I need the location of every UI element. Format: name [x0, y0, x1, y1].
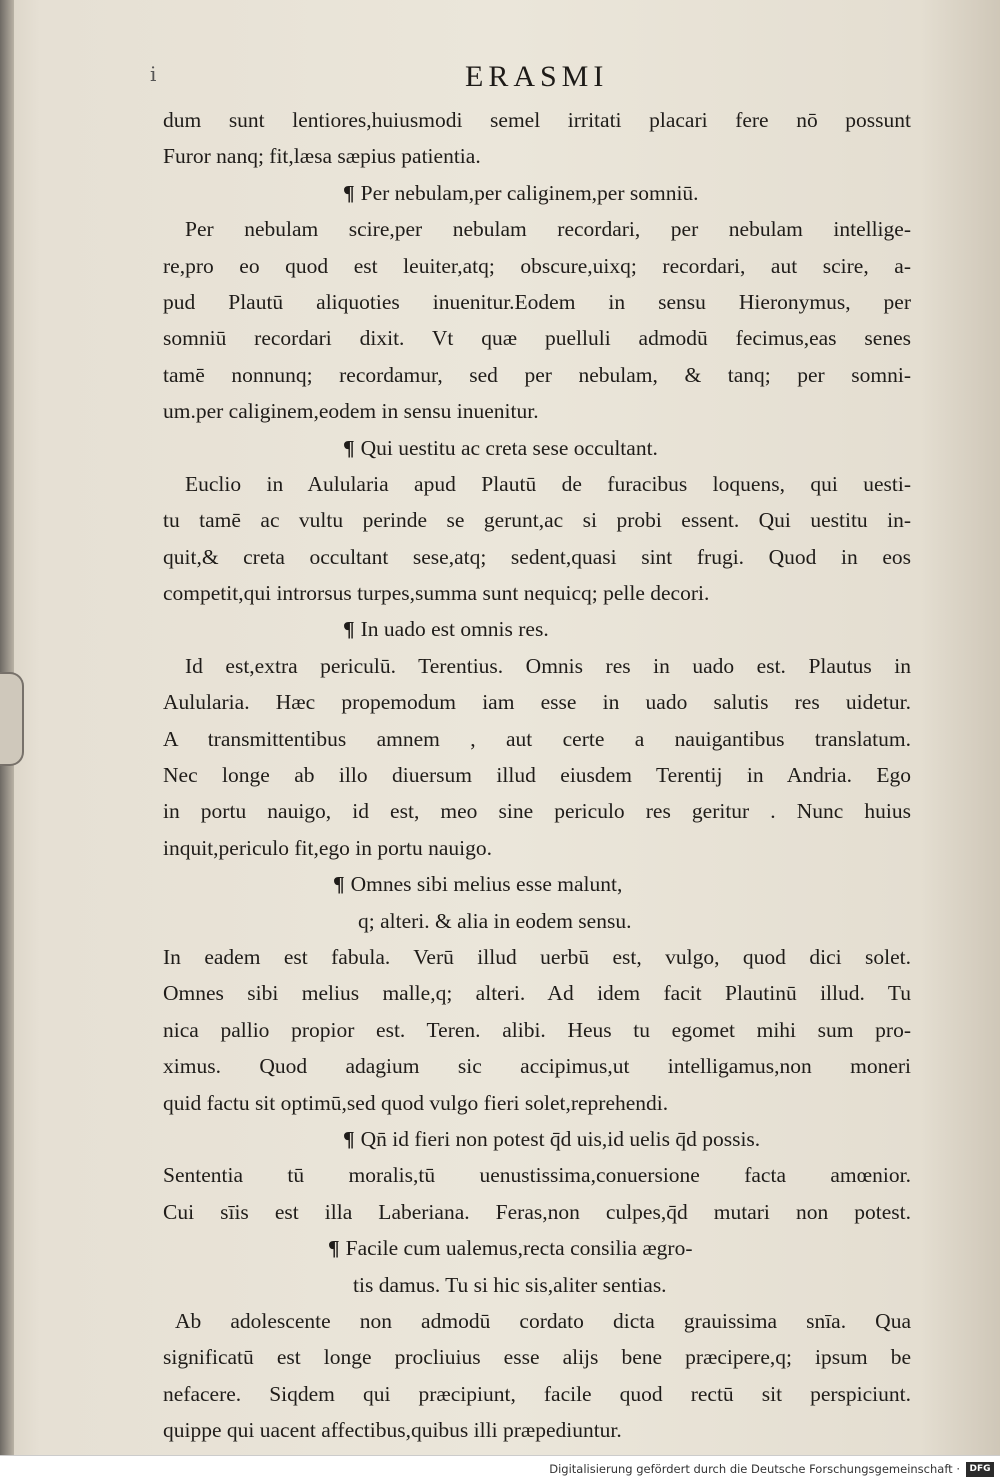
- text-line: [163, 939, 911, 975]
- line-text: q; alteri. & alia in eodem sensu.: [358, 908, 632, 933]
- line-text: Per nebulam,per caliginem,per somniū.: [360, 180, 699, 205]
- text-line: [163, 1194, 911, 1230]
- text-line: [163, 757, 911, 793]
- line-text: tamē nonnunq; recordamur, sed per nebulam, & tanq; per somni-: [163, 362, 911, 387]
- digitization-footer: [0, 1455, 1000, 1484]
- text-line: [163, 393, 911, 429]
- line-text: tu tamē ac vultu perinde se gerunt,ac si probi essent. Qui uestitu in-: [163, 508, 911, 533]
- line-text: significatū est longe procliuius esse alijs bene præcipere,q; ipsum be: [163, 1345, 911, 1370]
- line-text: somniū recordari dixit. Vt quæ puelluli admodū fecimus,eas senes: [163, 326, 911, 351]
- pilcrow-icon: ¶: [328, 1236, 340, 1261]
- text-line: [163, 1339, 911, 1375]
- line-text: Euclio in Aulularia apud Plautū de furacibus loquens, qui uesti-: [185, 471, 911, 496]
- line-text: Qn̄ id fieri non potest q̄d uis,id uelis q̄d possis.: [360, 1126, 761, 1151]
- adage-heading-line: [163, 611, 911, 647]
- line-text: nefacere. Siqdem qui præcipiunt, facile quod rectū sit perspiciunt.: [163, 1381, 911, 1406]
- text-line: [163, 211, 911, 247]
- text-line: [163, 102, 911, 138]
- line-text: quid factu sit optimū,sed quod vulgo fieri solet,reprehendi.: [163, 1090, 669, 1115]
- line-text: pud Plautū aliquoties inuenitur.Eodem in sensu Hieronymus, per: [163, 289, 911, 314]
- text-line: [163, 138, 911, 174]
- line-text: In uado est omnis res.: [360, 617, 549, 642]
- line-text: inquit,periculo fit,ego in portu nauigo.: [163, 835, 493, 860]
- text-line: [163, 1157, 911, 1193]
- text-line: [163, 1303, 911, 1339]
- line-text: Nec longe ab illo diuersum illud eiusdem Terentij in Andria. Ego: [163, 763, 911, 788]
- text-line: [163, 466, 911, 502]
- line-text: quippe qui uacent affectibus,quibus illi præpediuntur.: [163, 1418, 622, 1443]
- line-text: dum sunt lentiores,huiusmodi semel irritati placari fere nō possunt: [163, 108, 911, 132]
- funding-credit: Digitalisierung gefördert durch die Deutsche Forschungsgemeinschaft ·: [549, 1462, 960, 1476]
- text-line: [163, 539, 911, 575]
- running-title: ERASMI: [465, 60, 609, 93]
- text-line: [163, 320, 911, 356]
- line-text: ximus. Quod adagium sic accipimus,ut intelligamus,non moneri: [163, 1054, 911, 1079]
- adage-heading-line: [163, 175, 911, 211]
- line-text: nica pallio propior est. Teren. alibi. Heus tu egomet mihi sum pro-: [163, 1017, 911, 1042]
- adage-heading-line: [163, 866, 911, 902]
- line-text: Omnes sibi melius malle,q; alteri. Ad idem facit Plautinū illud. Tu: [163, 981, 911, 1006]
- text-line: [163, 793, 911, 829]
- text-line: [163, 830, 911, 866]
- header-mark: i: [150, 62, 157, 86]
- line-text: Id est,extra periculū. Terentius. Omnis res in uado est. Plautus in: [185, 653, 911, 678]
- line-text: um.per caliginem,eodem in sensu inuenitur.: [163, 399, 539, 424]
- page-clip: [0, 672, 24, 766]
- line-text: competit,qui introrsus turpes,summa sunt nequicq; pelle decori.: [163, 581, 710, 606]
- text-line: [163, 1085, 911, 1121]
- adage-heading-line: [163, 1230, 911, 1266]
- pilcrow-icon: ¶: [343, 180, 355, 205]
- line-text: Per nebulam scire,per nebulam recordari, per nebulam intellige-: [185, 217, 911, 242]
- line-text: Cui sīis est illa Laberiana. Feras,non culpes,q̄d mutari non potest.: [163, 1199, 911, 1224]
- pilcrow-icon: ¶: [343, 617, 355, 642]
- line-text: Facile cum ualemus,recta consilia ægro-: [345, 1236, 693, 1261]
- text-line: [163, 975, 911, 1011]
- adage-heading-line: [163, 430, 911, 466]
- main-text: [163, 102, 911, 1484]
- line-text: Qui uestitu ac creta sese occultant.: [360, 435, 658, 460]
- dfg-logo: DFG: [966, 1462, 994, 1477]
- text-line: [163, 502, 911, 538]
- line-text: Furor nanq; fit,læsa sæpius patientia.: [163, 144, 481, 169]
- line-text: Sententia tū moralis,tū uenustissima,conuersione facta amœnior.: [163, 1163, 911, 1188]
- text-line: [163, 284, 911, 320]
- text-line: [163, 648, 911, 684]
- text-line: [163, 721, 911, 757]
- adage-heading-line: [163, 1267, 911, 1303]
- adage-heading-line: [163, 903, 911, 939]
- text-line: [163, 1048, 911, 1084]
- line-text: in portu nauigo, id est, meo sine periculo res geritur . Nunc huius: [163, 799, 911, 824]
- line-text: A transmittentibus amnem , aut certe a nauigantibus translatum.: [163, 726, 911, 751]
- text-line: [163, 1012, 911, 1048]
- text-line: [163, 575, 911, 611]
- pilcrow-icon: ¶: [333, 872, 345, 897]
- text-line: [163, 248, 911, 284]
- adage-heading-line: [163, 1121, 911, 1157]
- line-text: re,pro eo quod est leuiter,atq; obscure,uixq; recordari, aut scire, a-: [163, 253, 911, 278]
- line-text: Ab adolescente non admodū cordato dicta grauissima snīa. Qua: [175, 1308, 911, 1333]
- page-header: [150, 52, 930, 102]
- line-text: In eadem est fabula. Verū illud uerbū est, vulgo, quod dici solet.: [163, 944, 911, 969]
- text-line: [163, 1376, 911, 1412]
- pilcrow-icon: ¶: [343, 435, 355, 460]
- text-line: [163, 357, 911, 393]
- text-line: [163, 684, 911, 720]
- text-line: [163, 1412, 911, 1448]
- line-text: Aulularia. Hæc propemodum iam esse in uado salutis res uidetur.: [163, 690, 911, 715]
- pilcrow-icon: ¶: [343, 1126, 355, 1151]
- line-text: tis damus. Tu si hic sis,aliter sentias.: [353, 1272, 667, 1297]
- line-text: quit,& creta occultant sese,atq; sedent,quasi sint frugi. Quod in eos: [163, 544, 911, 569]
- line-text: Omnes sibi melius esse malunt,: [350, 872, 623, 897]
